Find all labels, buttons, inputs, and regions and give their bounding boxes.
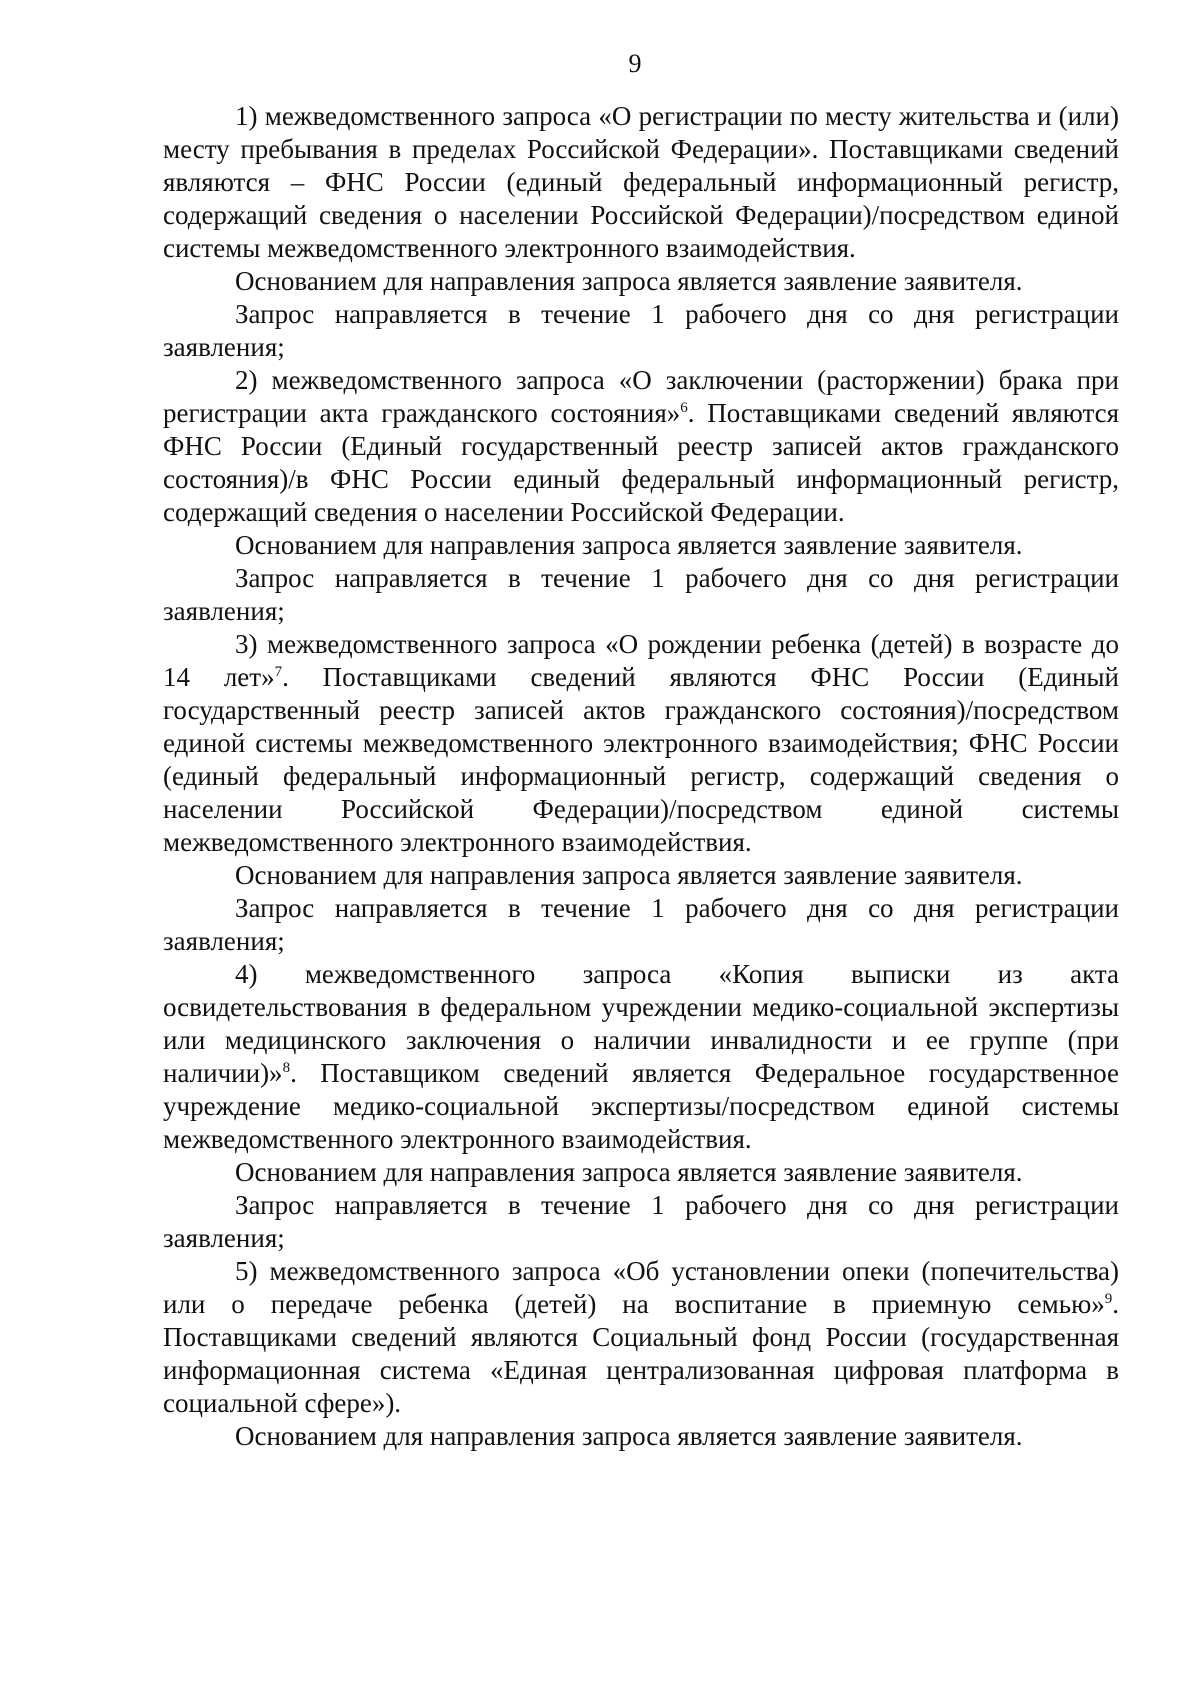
page-number: 9 — [628, 49, 642, 78]
list-item-2 — [163, 364, 1119, 529]
request-deadline: Запрос направляется в течение 1 рабочего дня со дня регистрации заявления; — [163, 1190, 1119, 1253]
list-item-5 — [163, 1255, 1119, 1420]
item-text: . Поставщиками сведений являются Социальный фонд России (государственная информационная система «Единая централизованная цифровая платформа в социальной сфере»). — [163, 1289, 1119, 1418]
request-deadline: Запрос направляется в течение 1 рабочего дня со дня регистрации заявления; — [163, 299, 1119, 362]
footnote-reference: 9 — [1104, 1291, 1113, 1307]
document-body — [163, 100, 1119, 1453]
item-text: . Поставщиками сведений являются ФНС России (Единый государственный реестр записей актов гражданского состояния)/посредством единой системы межведомственного электронного взаимодействия; ФНС России (единый федеральный информационный регистр, содержащий сведения о населении Российской Федерации)/посредством единой системы межведомственного электронного взаимодействия. — [163, 662, 1119, 857]
footnote-reference: 8 — [282, 1060, 291, 1076]
item-text: 4) межведомственного запроса «Копия выписки из акта освидетельствования в федеральном учреждении медико-социальной экспертизы или медицинского заключения о наличии инвалидности и ее группе (при наличии)» — [163, 959, 1119, 1088]
request-deadline: Запрос направляется в течение 1 рабочего дня со дня регистрации заявления; — [163, 893, 1119, 956]
request-basis: Основанием для направления запроса является заявление заявителя. — [235, 530, 1023, 560]
request-basis: Основанием для направления запроса является заявление заявителя. — [235, 266, 1023, 296]
item-text: 5) межведомственного запроса «Об установлении опеки (попечительства) или о передаче ребенка (детей) на воспитание в приемную семью» — [163, 1256, 1119, 1319]
item-text: . Поставщиком сведений является Федеральное государственное учреждение медико-социальной экспертизы/посредством единой системы межведомственного электронного взаимодействия. — [163, 1058, 1119, 1154]
list-item-3 — [163, 628, 1119, 859]
footnote-reference: 7 — [274, 664, 283, 680]
item-text: 3) межведомственного запроса «О рождении ребенка (детей) в возрасте до 14 лет» — [163, 629, 1119, 692]
request-deadline: Запрос направляется в течение 1 рабочего дня со дня регистрации заявления; — [163, 563, 1119, 626]
request-basis: Основанием для направления запроса является заявление заявителя. — [235, 1157, 1023, 1187]
request-basis: Основанием для направления запроса является заявление заявителя. — [235, 860, 1023, 890]
list-item-1: 1) межведомственного запроса «О регистрации по месту жительства и (или) месту пребывания в пределах Российской Федерации». Поставщиками сведений являются – ФНС России (единый федеральный информационный регистр, содержащий сведения о населении Российской Федерации)/посредством единой системы межведомственного электронного взаимодействия. — [163, 101, 1119, 263]
item-text: . Поставщиками сведений являются ФНС России (Единый государственный реестр записей актов гражданского состояния)/в ФНС России единый федеральный информационный регистр, содержащий сведения о населении Российской Федерации. — [163, 398, 1119, 527]
footnote-reference: 6 — [680, 400, 688, 416]
item-text: 2) межведомственного запроса «О заключении (расторжении) брака при регистрации акта гражданского состояния» — [163, 365, 1119, 428]
list-item-4 — [163, 958, 1119, 1156]
request-basis: Основанием для направления запроса является заявление заявителя. — [235, 1421, 1023, 1451]
